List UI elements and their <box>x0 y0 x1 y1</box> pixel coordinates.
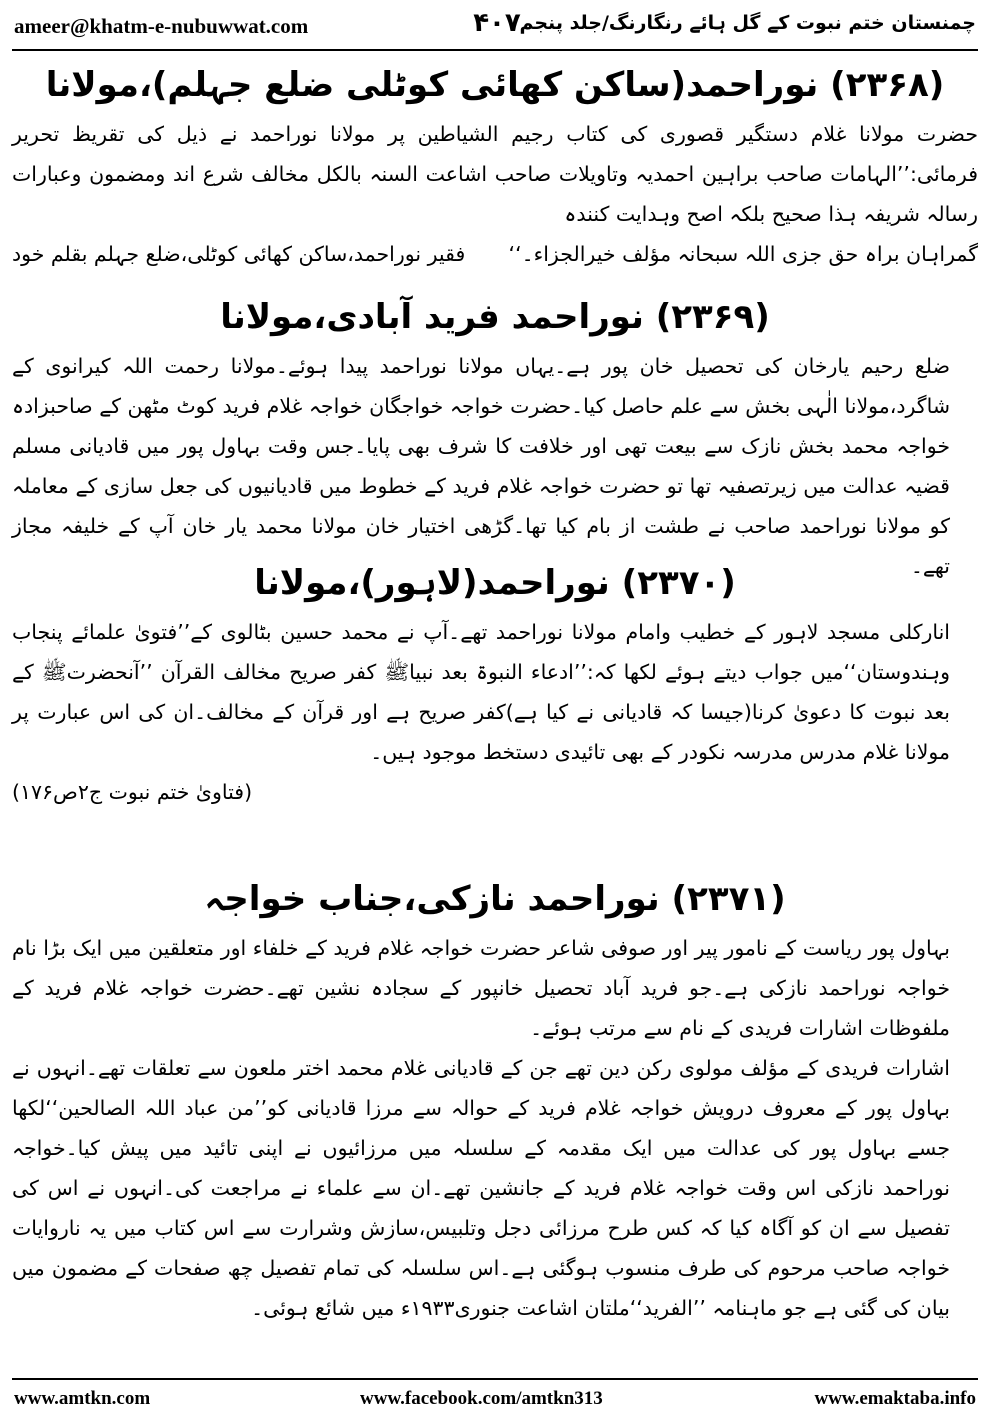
entry-text <box>12 114 978 234</box>
entry-2368 <box>12 56 978 274</box>
page-body <box>12 56 978 1372</box>
signature-line <box>12 234 978 274</box>
page-header <box>0 0 990 50</box>
header-email: ameer@khatm-e-nubuwwat.com <box>14 14 309 38</box>
paragraph: انارکلی مسجد لاہور کے خطیب وامام مولانا نوراحمد تھے۔آپ نے محمد حسین بٹالوی کے’’فتویٰ علمائے پنجاب وہندوستان‘‘میں جواب دیتے ہوئے لکھا کہ:’’ادعاء النبوۃ بعد نبیاﷺ کفر صریح مخالف القرآن ’’آنحضرتﷺ کے بعد نبوت کا دعویٰ کرنا(جیسا کہ قادیانی نے کیا ہے)کفر صریح ہے اور قرآن کے مخالف۔ان کی اس عبارت پر مولانا غلام مدرس مدرسہ نکودر کے بھی تائیدی دستخط موجود ہیں۔ <box>12 620 950 764</box>
quote-ending: گمراہان براہ حق جزی اللہ سبحانہ مؤلف خیرالجزاء۔‘‘ <box>508 242 978 266</box>
footer-divider <box>12 1378 978 1380</box>
paragraph: حضرت مولانا غلام دستگیر قصوری کی کتاب رجیم الشیاطین پر مولانا نوراحمد نے ذیل کی تقریظ تحریر فرمائی:’’الہامات صاحب براہین احمدیہ وتاویلات صاحب اشاعت السنہ بالکل مخالف شرع اند ومضمون وعبارات رسالہ شریفہ ہذا صحیح بلکہ اصح وہدایت کنندہ <box>12 122 978 226</box>
paragraph: اشارات فریدی کے مؤلف مولوی رکن دین تھے جن کے قادیانی غلام محمد اختر ملعون سے تعلقات تھے۔انہوں نے بہاول پور کے معروف درویش خواجہ غلام فرید کے حوالہ سے مرزا قادیانی کو’’من عباد اللہ الصالحین‘‘لکھا جسے بہاول پور کی عدالت میں ایک مقدمہ کے سلسلہ میں مرزائیوں نے اپنی تائید میں پیش کیا۔خواجہ نوراحمد نازکی اس وقت خواجہ غلام فرید کے جانشین تھے۔ان سے علماء نے مراجعت کی۔انہوں نے اس کی تفصیل سے ان کو آگاہ کیا کہ کس طرح مرزائی دجل وتلبیس،سازش وشرارت سے اس کتاب میں یہ ناروایات خواجہ صاحب مرحوم کی طرف منسوب ہوگئی ہے۔اس سلسلہ کی تمام تفصیل چھ صفحات کے مضمون میں بیان کی گئی ہے جو ماہنامہ ’’الفرید‘‘ملتان اشاعت جنوری۱۹۳۳ء میں شائع ہوئی۔ <box>12 1056 950 1320</box>
entry-text <box>12 612 978 772</box>
footer-link-amtkn[interactable]: www.amtkn.com <box>14 1388 151 1409</box>
header-divider <box>12 49 978 51</box>
entry-text <box>12 928 978 1328</box>
entry-2369 <box>12 288 978 586</box>
entry-2370 <box>12 554 978 812</box>
book-title: چمنستان ختم نبوت کے گل ہائے رنگارنگ/جلد پنجم <box>519 12 976 34</box>
citation: (فتاویٰ ختم نبوت ج۲ص۱۷۶) <box>12 780 253 804</box>
entry-text <box>12 346 978 586</box>
entry-title: (۲۳۷۱) نوراحمد نازکی،جناب خواجہ <box>204 879 786 919</box>
paragraph: ضلع رحیم یارخان کی تحصیل خان پور ہے۔یہاں مولانا نوراحمد پیدا ہوئے۔مولانا رحمت اللہ کیرانوی کے شاگرد،مولانا الٰہی بخش سے علم حاصل کیا۔حضرت خواجہ خواجگان خواجہ غلام فرید کوٹ مٹھن کے صاحبزادہ خواجہ محمد بخش نازک سے بیعت تھی اور خلافت کا شرف بھی پایا۔جس وقت بہاول پور میں قادیانی مسلم قضیہ عدالت میں زیرتصفیہ تھا تو حضرت خواجہ غلام فرید کے خطوط میں قادیانیوں کی جعل سازی کے معاملہ کو مولانا نوراحمد صاحب نے طشت از بام کیا تھا۔گڑھی اختیار خان مولانا محمد یار خان آپ کے خلیفہ مجاز تھے۔ <box>12 354 950 578</box>
signature: فقیر نوراحمد،ساکن کھائی کوٹلی،ضلع جہلم بقلم خود <box>12 242 466 266</box>
page-footer <box>0 1384 990 1416</box>
entry-title: (۲۳۷۰) نوراحمد(لاہور)،مولانا <box>254 563 736 603</box>
page-number: ۴۰۷ <box>473 8 521 38</box>
footer-link-emaktaba[interactable]: www.emaktaba.info <box>814 1388 976 1409</box>
footer-link-facebook[interactable]: www.facebook.com/amtkn313 <box>360 1388 603 1409</box>
entry-title: (۲۳۶۸) نوراحمد(ساکن کھائی کوٹلی ضلع جہلم)،مولانا <box>45 65 945 105</box>
paragraph: بہاول پور ریاست کے نامور پیر اور صوفی شاعر حضرت خواجہ غلام فرید کے خلفاء اور متعلقین میں ایک بڑا نام خواجہ نوراحمد نازکی ہے۔جو فرید آباد تحصیل خانپور کے سجادہ نشین تھے۔حضرت خواجہ غلام فرید کے ملفوظات اشارات فریدی کے نام سے مرتب ہوئے۔ <box>12 936 950 1040</box>
citation-line <box>12 772 978 812</box>
entry-2371 <box>12 870 978 1328</box>
entry-title: (۲۳۶۹) نوراحمد فرید آبادی،مولانا <box>220 297 770 337</box>
